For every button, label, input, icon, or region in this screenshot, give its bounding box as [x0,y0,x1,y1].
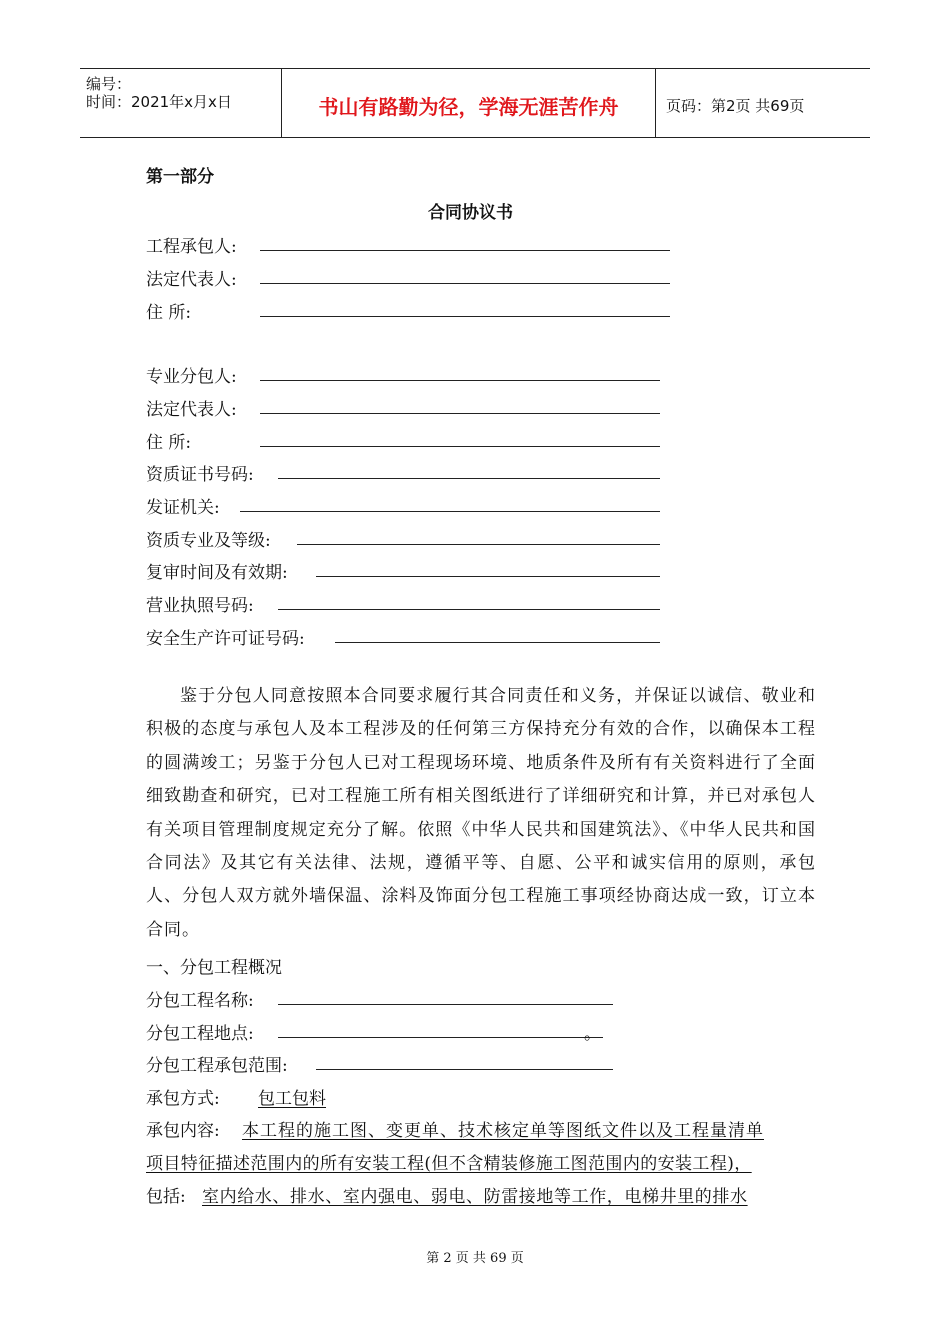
page-header [80,68,870,138]
review-validity-label: 复审时间及有效期: [146,563,288,583]
contract-content-line1: 本工程的施工图、变更单、技术核定单等图纸文件以及工程量清单 [242,1121,764,1141]
cert-number-label: 资质证书号码: [146,465,254,485]
contractor-address-line[interactable] [260,316,670,317]
project-name-label: 分包工程名称: [146,991,254,1011]
project-location-end: 。 [584,1024,601,1044]
contract-content-line2: 项目特征描述范围内的所有安装工程(但不含精装修施工图范围内的安装工程)， [146,1154,752,1174]
contractor-address-label: 住 所: [146,303,192,323]
subcontractor-rep-label: 法定代表人: [146,400,237,420]
safety-permit-line[interactable] [335,642,660,643]
page-indicator: 页码：第2页 共69页 [666,97,805,115]
contract-mode-label: 承包方式: [146,1089,220,1109]
business-license-label: 营业执照号码: [146,596,254,616]
contract-scope-line[interactable] [316,1069,613,1070]
header-page-cell [656,69,870,137]
business-license-line[interactable] [278,609,660,610]
document-date: 时间：2021年x月x日 [86,93,232,111]
qualification-grade-label: 资质专业及等级: [146,531,271,551]
part-heading: 第一部分 [146,167,214,187]
header-motto-cell [282,69,656,137]
cert-issuer-label: 发证机关: [146,498,220,518]
contractor-rep-label: 法定代表人: [146,270,237,290]
safety-permit-label: 安全生产许可证号码: [146,629,305,649]
includes-value: 室内给水、排水、室内强电、弱电、防雷接地等工作，电梯井里的排水 [202,1187,748,1207]
subcontractor-rep-line[interactable] [260,413,660,414]
contractor-name-label: 工程承包人: [146,237,237,257]
project-name-line[interactable] [278,1004,613,1005]
contract-scope-label: 分包工程承包范围: [146,1056,288,1076]
review-validity-line[interactable] [316,576,660,577]
document-number: 编号： [86,75,132,93]
subcontractor-address-label: 住 所: [146,433,192,453]
contractor-name-line[interactable] [260,250,670,251]
document-title: 合同协议书 [428,203,513,223]
preamble-paragraph: 鉴于分包人同意按照本合同要求履行其合同责任和义务，并保证以诚信、敬业和积极的态度与承包人及本工程涉及的任何第三方保持充分有效的合作，以确保本工程的圆满竣工；另鉴于分包人已对工程现场环境、地质条件及所有有关资料进行了全面细致勘查和研究，已对工程施工所有相关图纸进行了详细研究和计算，并已对承包人有关项目管理制度规定充分了解。依照《中华人民共和国建筑法》、《中华人民共和国合同法》及其它有关法律、法规，遵循平等、自愿、公平和诚实信用的原则，承包人、分包人双方就外墙保温、涂料及饰面分包工程施工事项经协商达成一致，订立本合同。 [146,686,816,940]
header-info-cell [80,69,282,137]
cert-number-line[interactable] [278,478,660,479]
subcontractor-address-line[interactable] [260,446,660,447]
subcontractor-name-label: 专业分包人: [146,367,237,387]
subcontractor-name-line[interactable] [260,380,660,381]
contractor-rep-line[interactable] [260,283,670,284]
section-heading: 一、分包工程概况 [146,958,282,978]
qualification-grade-line[interactable] [297,544,660,545]
project-location-label: 分包工程地点: [146,1024,254,1044]
project-location-line[interactable] [278,1037,603,1038]
includes-label: 包括: [146,1187,186,1207]
motto: 书山有路勤为径，学海无涯苦作舟 [318,95,619,119]
cert-issuer-line[interactable] [240,511,660,512]
contract-mode-value: 包工包料 [258,1089,326,1109]
contract-content-label: 承包内容: [146,1121,220,1141]
page-footer: 第 2 页 共 69 页 [426,1251,524,1266]
